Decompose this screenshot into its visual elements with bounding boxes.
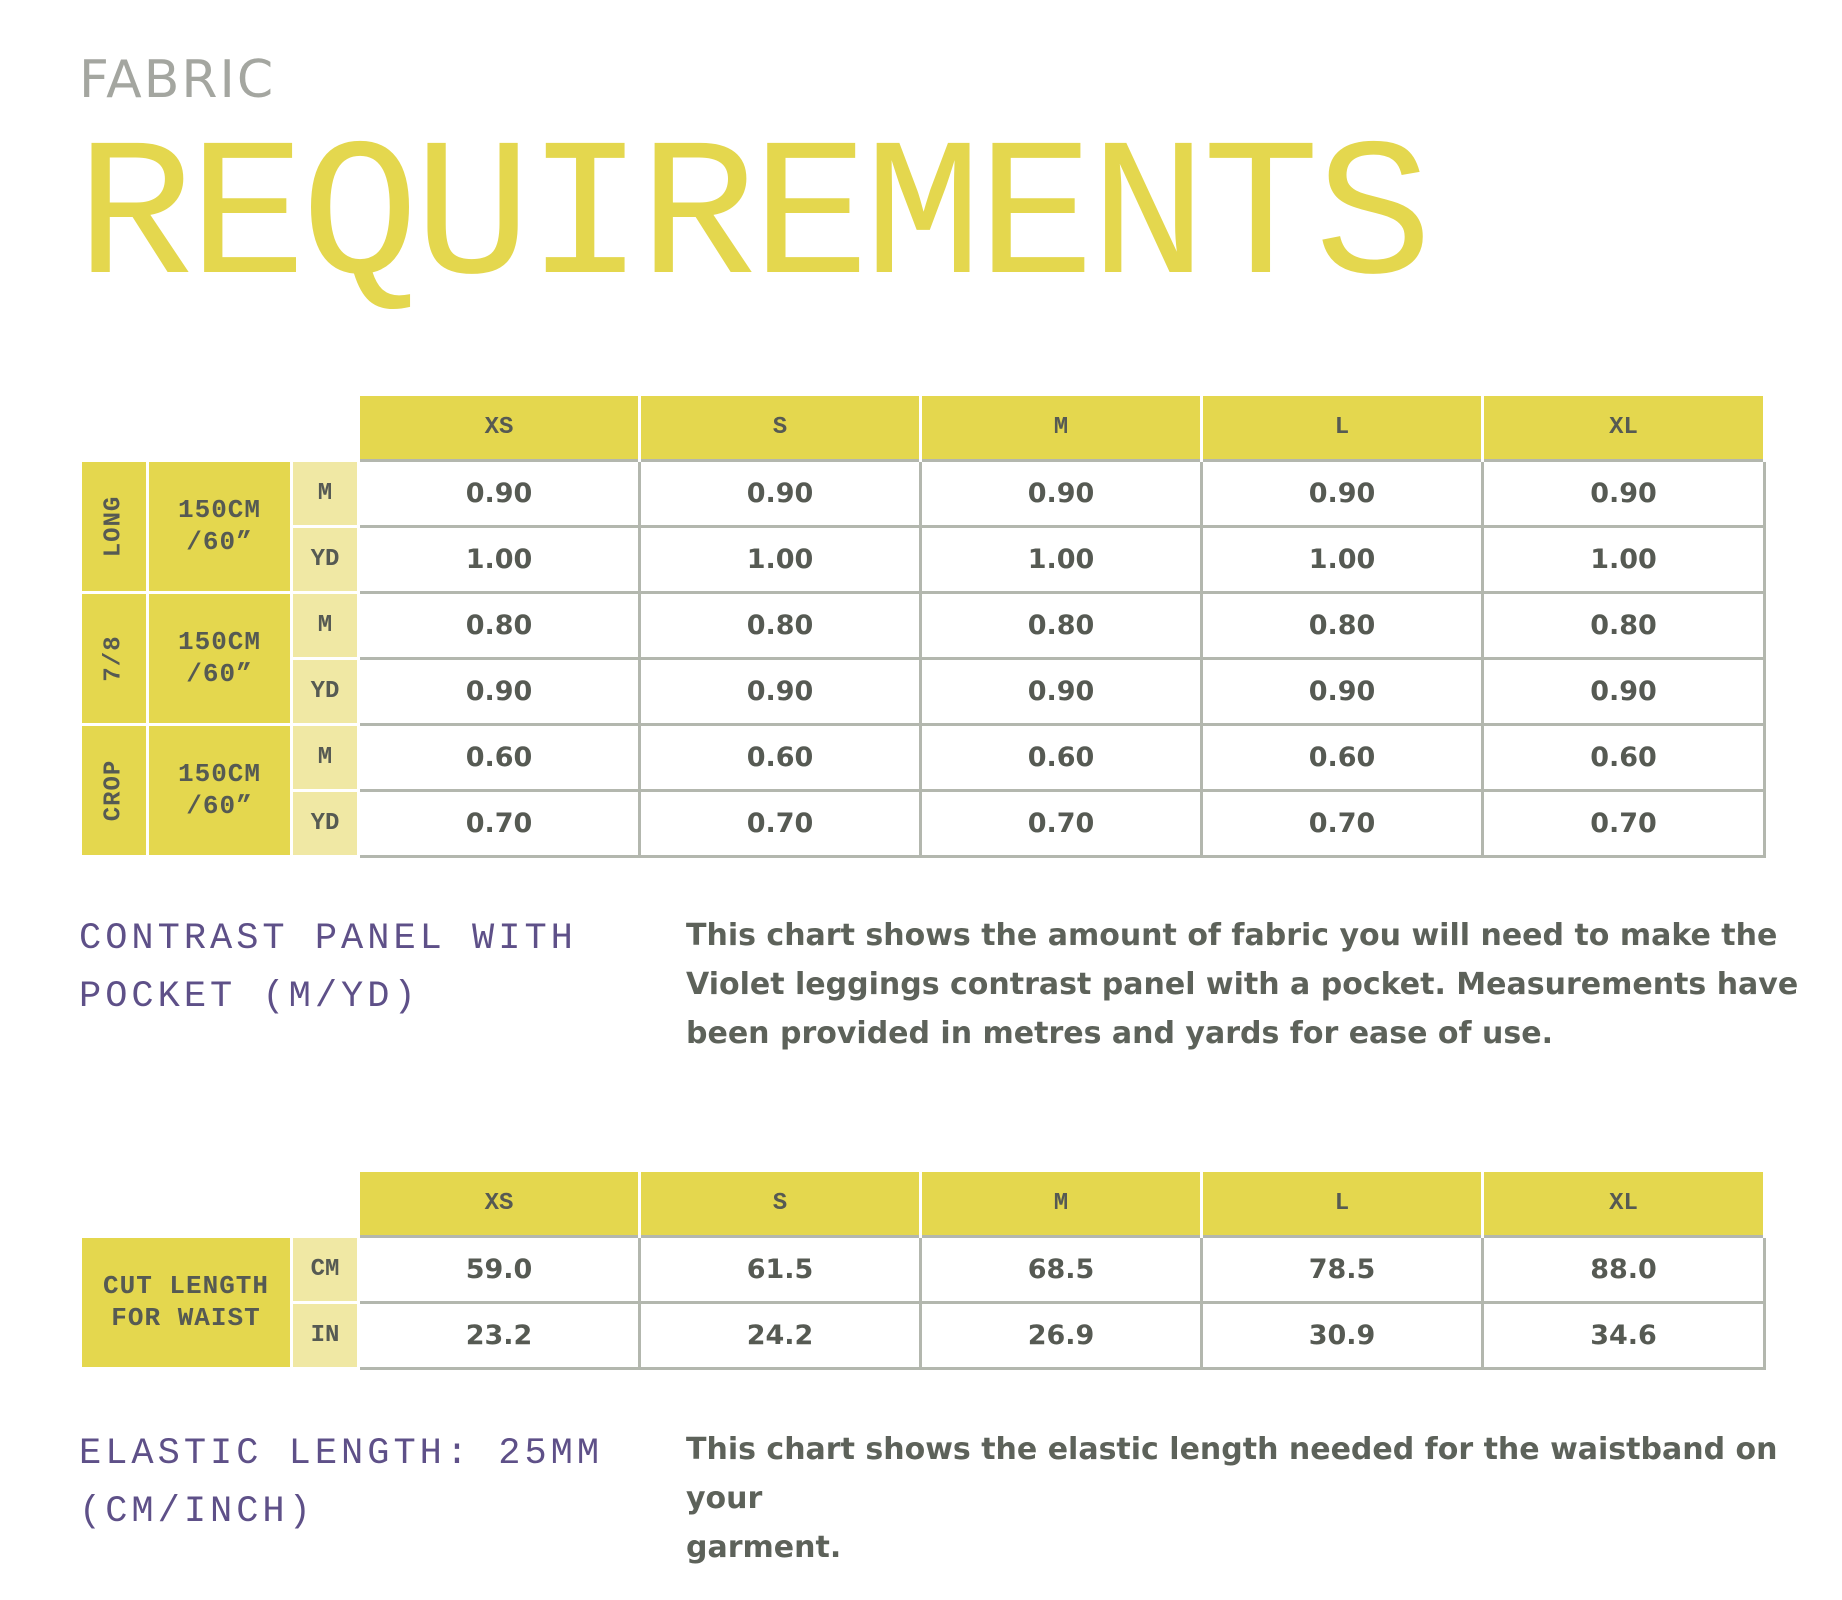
elastic-length-table bbox=[79, 1172, 1766, 1370]
value-cell: 0.90 bbox=[921, 658, 1202, 724]
style-label: LONG bbox=[100, 495, 128, 557]
size-header: XS bbox=[359, 396, 640, 460]
heading-eyebrow: FABRIC bbox=[79, 50, 276, 110]
description-line: This chart shows the amount of fabric you will need to make the bbox=[686, 918, 1778, 953]
size-header: M bbox=[921, 1172, 1202, 1236]
contrast-section-description bbox=[686, 911, 1798, 1058]
value-cell: 0.80 bbox=[1202, 592, 1483, 658]
table-row bbox=[81, 460, 1765, 526]
header-spacer bbox=[81, 1172, 359, 1236]
fabric-width-cell bbox=[148, 724, 292, 856]
title-line: CONTRAST PANEL WITH bbox=[79, 918, 577, 960]
table-row bbox=[81, 790, 1765, 856]
waist-label-cell bbox=[81, 1236, 292, 1368]
style-label: CROP bbox=[100, 759, 128, 821]
value-cell: 88.0 bbox=[1483, 1236, 1765, 1302]
unit-label: YD bbox=[292, 526, 359, 592]
value-cell: 68.5 bbox=[921, 1236, 1202, 1302]
size-header: L bbox=[1202, 1172, 1483, 1236]
value-cell: 26.9 bbox=[921, 1302, 1202, 1368]
title-line: POCKET (M/YD) bbox=[79, 976, 420, 1018]
value-cell: 0.90 bbox=[359, 460, 640, 526]
value-cell: 0.90 bbox=[1483, 460, 1765, 526]
value-cell: 23.2 bbox=[359, 1302, 640, 1368]
value-cell: 0.80 bbox=[640, 592, 921, 658]
value-cell: 1.00 bbox=[921, 526, 1202, 592]
description-line: been provided in metres and yards for ease of use. bbox=[686, 1016, 1553, 1051]
value-cell: 0.80 bbox=[921, 592, 1202, 658]
value-cell: 1.00 bbox=[1202, 526, 1483, 592]
value-cell: 0.70 bbox=[640, 790, 921, 856]
fabric-width-cell bbox=[148, 460, 292, 592]
size-header: XL bbox=[1483, 1172, 1765, 1236]
value-cell: 0.90 bbox=[1202, 460, 1483, 526]
table-row bbox=[81, 1236, 1765, 1302]
table-row bbox=[81, 658, 1765, 724]
value-cell: 34.6 bbox=[1483, 1302, 1765, 1368]
table-row bbox=[81, 526, 1765, 592]
contrast-section-title bbox=[79, 910, 577, 1026]
value-cell: 0.70 bbox=[1202, 790, 1483, 856]
unit-label: M bbox=[292, 592, 359, 658]
title-line: ELASTIC LENGTH: 25MM bbox=[79, 1433, 604, 1475]
value-cell: 0.90 bbox=[640, 658, 921, 724]
value-cell: 0.80 bbox=[1483, 592, 1765, 658]
style-label-cell bbox=[81, 592, 148, 724]
value-cell: 1.00 bbox=[1483, 526, 1765, 592]
style-label: 7/8 bbox=[100, 634, 128, 682]
size-header-row bbox=[81, 396, 1765, 460]
value-cell: 0.70 bbox=[921, 790, 1202, 856]
value-cell: 0.80 bbox=[359, 592, 640, 658]
value-cell: 0.60 bbox=[359, 724, 640, 790]
value-cell: 0.60 bbox=[1483, 724, 1765, 790]
value-cell: 0.90 bbox=[1202, 658, 1483, 724]
fabric-width: /60” bbox=[186, 791, 253, 821]
value-cell: 0.70 bbox=[1483, 790, 1765, 856]
fabric-width: /60” bbox=[186, 527, 253, 557]
value-cell: 61.5 bbox=[640, 1236, 921, 1302]
value-cell: 0.70 bbox=[359, 790, 640, 856]
size-header-row bbox=[81, 1172, 1765, 1236]
value-cell: 0.90 bbox=[1483, 658, 1765, 724]
value-cell: 1.00 bbox=[359, 526, 640, 592]
style-label-cell bbox=[81, 460, 148, 592]
title-line: (CM/INCH) bbox=[79, 1491, 315, 1533]
fabric-width: 150CM bbox=[177, 494, 261, 525]
value-cell: 24.2 bbox=[640, 1302, 921, 1368]
fabric-width: 150CM bbox=[177, 758, 261, 789]
value-cell: 0.60 bbox=[1202, 724, 1483, 790]
size-header: L bbox=[1202, 396, 1483, 460]
value-cell: 0.90 bbox=[640, 460, 921, 526]
size-header: M bbox=[921, 396, 1202, 460]
value-cell: 0.90 bbox=[921, 460, 1202, 526]
value-cell: 59.0 bbox=[359, 1236, 640, 1302]
fabric-width: /60” bbox=[186, 659, 253, 689]
value-cell: 30.9 bbox=[1202, 1302, 1483, 1368]
value-cell: 0.60 bbox=[640, 724, 921, 790]
table-row bbox=[81, 592, 1765, 658]
description-line: Violet leggings contrast panel with a pocket. Measurements have bbox=[686, 967, 1799, 1002]
table-row bbox=[81, 1302, 1765, 1368]
unit-label: CM bbox=[292, 1236, 359, 1302]
elastic-section-description bbox=[686, 1425, 1842, 1572]
value-cell: 0.60 bbox=[921, 724, 1202, 790]
description-line: garment. bbox=[686, 1530, 842, 1565]
waist-label-line: CUT LENGTH bbox=[102, 1270, 270, 1301]
elastic-section-title bbox=[79, 1425, 603, 1541]
fabric-width-cell bbox=[148, 592, 292, 724]
size-header: XS bbox=[359, 1172, 640, 1236]
size-header: S bbox=[640, 396, 921, 460]
fabric-requirements-table bbox=[79, 396, 1766, 858]
waist-label-line: FOR WAIST bbox=[111, 1303, 261, 1333]
page-title: REQUIREMENTS bbox=[76, 109, 1428, 331]
table-row bbox=[81, 724, 1765, 790]
value-cell: 1.00 bbox=[640, 526, 921, 592]
unit-label: IN bbox=[292, 1302, 359, 1368]
fabric-width: 150CM bbox=[177, 626, 261, 657]
value-cell: 78.5 bbox=[1202, 1236, 1483, 1302]
unit-label: M bbox=[292, 460, 359, 526]
size-header: S bbox=[640, 1172, 921, 1236]
header-spacer bbox=[81, 396, 359, 460]
value-cell: 0.90 bbox=[359, 658, 640, 724]
unit-label: YD bbox=[292, 790, 359, 856]
style-label-cell bbox=[81, 724, 148, 856]
unit-label: M bbox=[292, 724, 359, 790]
size-header: XL bbox=[1483, 396, 1765, 460]
description-line: This chart shows the elastic length needed for the waistband on your bbox=[686, 1432, 1778, 1516]
unit-label: YD bbox=[292, 658, 359, 724]
